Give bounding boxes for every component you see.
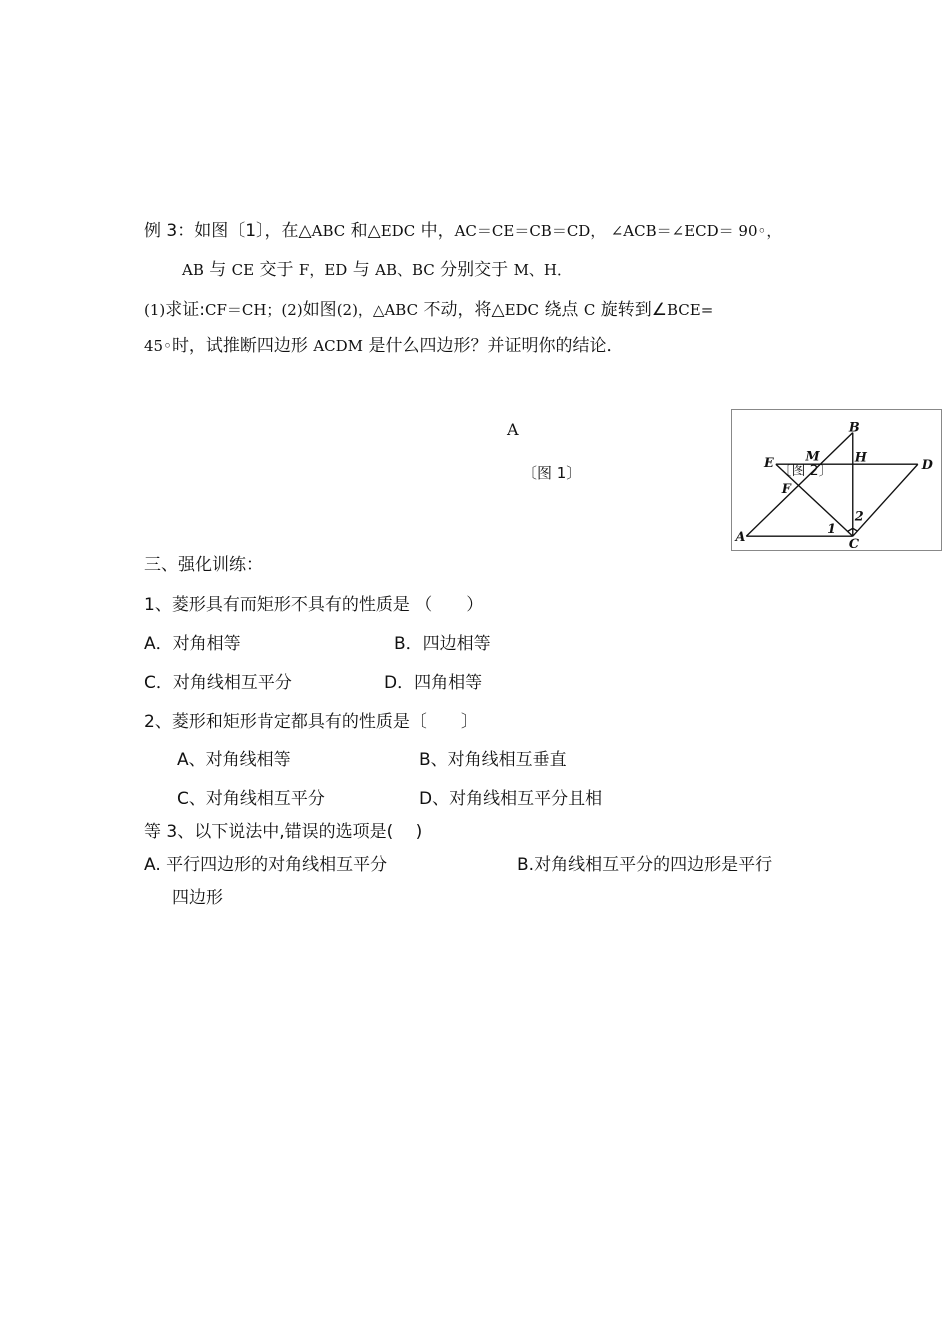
point-c: C (848, 537, 860, 550)
figure2-caption: 〔图 2〕 (777, 463, 833, 480)
q3-option-b-continued: 四边形 (172, 888, 223, 908)
ex3-shi: 时，试推断四边形 (171, 336, 308, 356)
ex3-fen: 分别交于 (440, 260, 509, 280)
ex3-c: C (583, 301, 596, 319)
ex3-rest: 是什么四边形？并证明你的结论． (368, 336, 624, 356)
ex3-angle: ∠ACB＝∠ECD＝ 90◦， (610, 222, 782, 240)
q1-option-b: B．四边相等 (394, 634, 491, 654)
ex3-yu2: 与 (352, 260, 370, 280)
example3-line1 (144, 216, 781, 241)
ex3-edc: EDC (380, 222, 416, 240)
ex3-mh: M、H． (513, 261, 573, 279)
ex3-fed: F，ED (298, 261, 348, 279)
ex3-xuan: 旋转到∠ (600, 300, 667, 320)
ex3-ab: AB (182, 261, 204, 279)
ex3-yu: 与 (209, 260, 227, 280)
ex3-bce: BCE= (666, 301, 714, 319)
example3-line4 (144, 331, 623, 356)
ex3-ce: CE (231, 261, 255, 279)
q2-stem: 2、菱形和矩形肯定都具有的性质是〔 〕 (144, 712, 478, 732)
point-d: D (921, 458, 933, 474)
ex3-prefix: 例 3：如图〔1〕，在△ (144, 221, 312, 241)
ex3-and: 和△ (350, 221, 381, 241)
point-h: H (854, 450, 867, 466)
point-f: F (781, 481, 791, 497)
q2-option-b: B、对角线相互垂直 (419, 750, 567, 770)
q2-option-d: D、对角线相互平分且相 (419, 789, 603, 809)
figure1-caption: 〔图 1〕 (522, 464, 582, 482)
ex3-raodian: 绕点 (544, 300, 579, 320)
point-m: M (805, 449, 820, 465)
q2-option-c: C、对角线相互平分 (177, 789, 325, 809)
segment-dc (853, 464, 918, 536)
ex3-budong: 不动，将△ (423, 300, 505, 320)
q1-option-d: D．四角相等 (384, 673, 483, 693)
section-title: 三、强化训练： (144, 555, 263, 575)
q3-stem: 等 3、以下说法中,错误的选项是( ) (144, 822, 423, 842)
point-e: E (764, 456, 774, 472)
angle-1-label: 1 (827, 522, 837, 538)
q1-stem: 1、菱形具有而矩形不具有的性质是 （ ） (144, 595, 484, 615)
q1-option-c: C．对角线相互平分 (144, 673, 292, 693)
point-a: A (735, 530, 746, 546)
figure2 (731, 409, 942, 551)
ex3-p1: (1) (144, 301, 166, 319)
q3-option-b: B.对角线相互平分的四边形是平行 (517, 855, 773, 875)
point-b: B (848, 420, 860, 436)
example3-line2 (182, 255, 572, 280)
q2-option-a: A、对角线相等 (177, 750, 291, 770)
q3-option-a: A. 平行四边形的对角线相互平分 (144, 855, 388, 875)
ex3-jiao: 交于 (259, 260, 294, 280)
angle-2-label: 2 (854, 509, 864, 525)
q1-option-a: A．对角相等 (144, 634, 241, 654)
ex3-mid: 中， (420, 221, 455, 241)
figure1-label-a: A (507, 420, 519, 439)
example3-line3 (144, 295, 713, 320)
ex3-rutu: 如图 (302, 300, 337, 320)
figure2-diagram (732, 410, 941, 550)
ex3-45: 45◦ (144, 337, 172, 355)
ex3-edc2: EDC (504, 301, 540, 319)
ex3-fig2ref: (2)，△ABC (336, 301, 419, 319)
ex3-qiu: 求证: (165, 300, 205, 320)
ex3-cfch: CF＝CH；(2) (204, 301, 303, 319)
ex3-abc: ABC (311, 222, 346, 240)
ex3-abbc: AB、BC (375, 261, 435, 279)
ex3-eq: AC＝CE＝CB＝CD， (454, 222, 606, 240)
ex3-acdm: ACDM (313, 337, 364, 355)
